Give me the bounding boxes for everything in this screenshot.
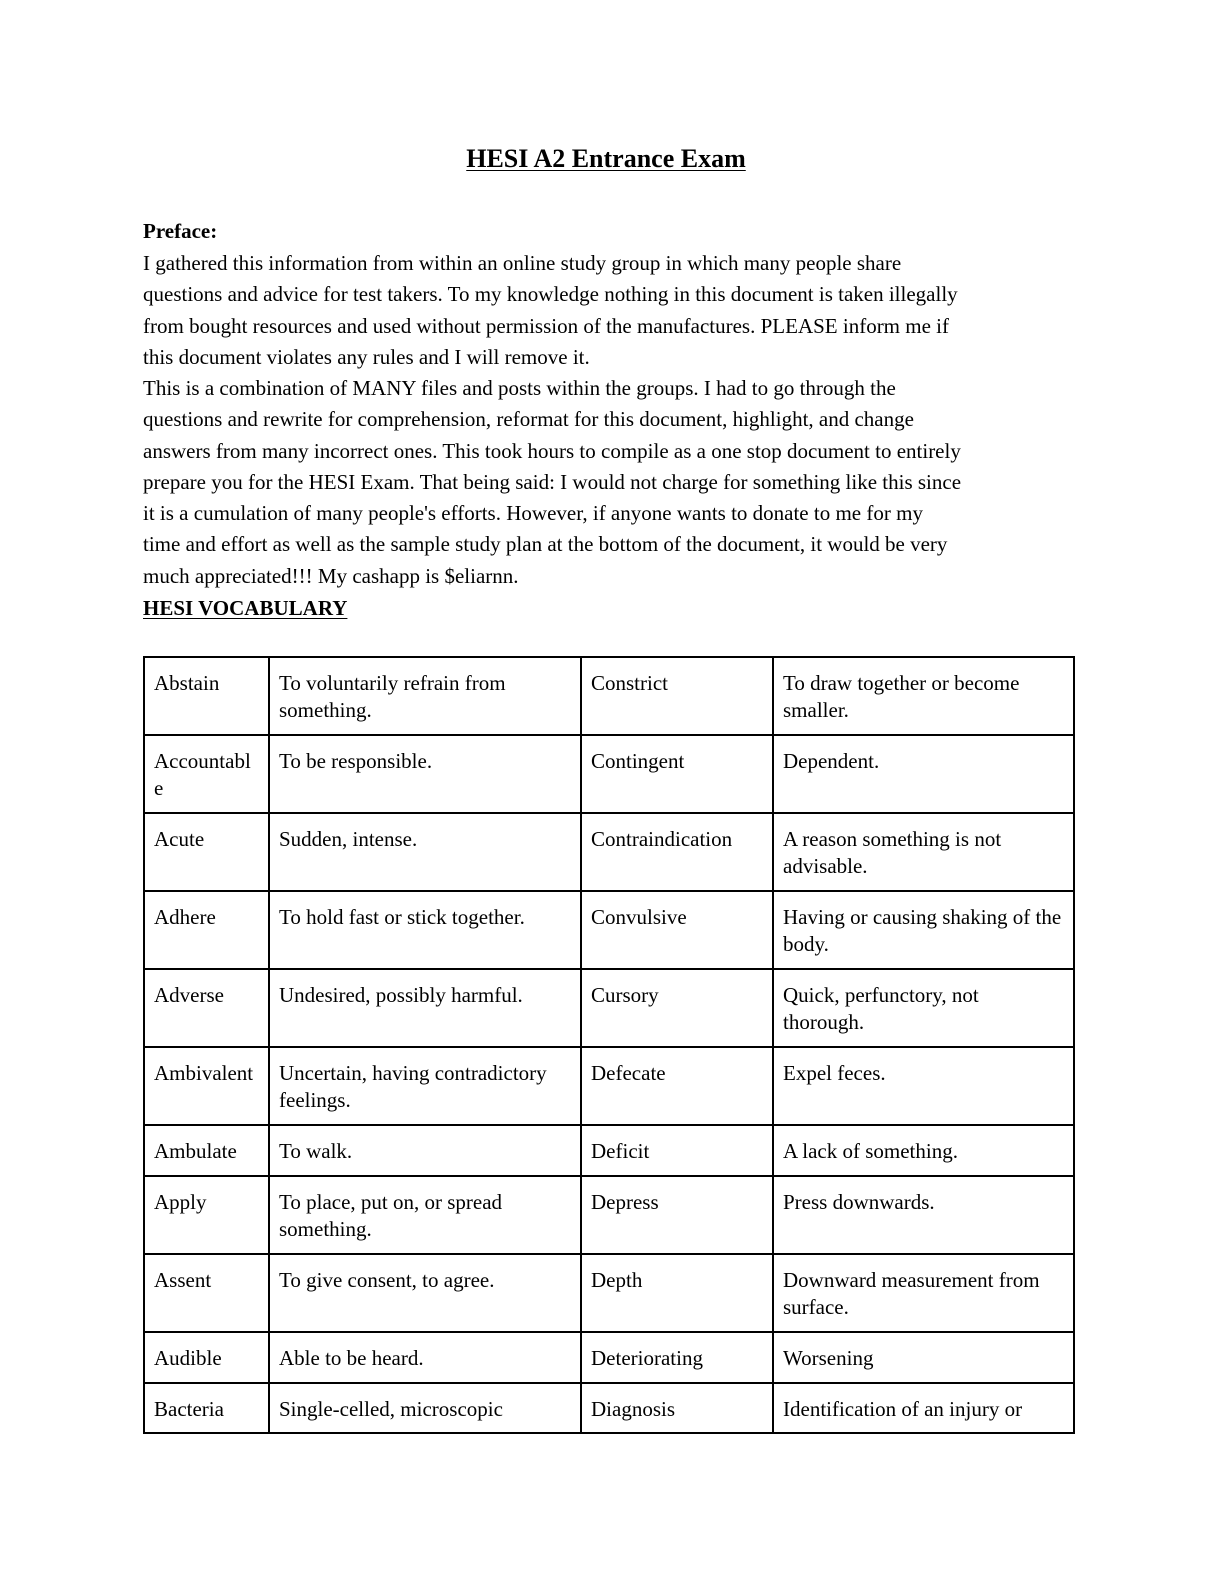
vocab-definition: Uncertain, having contradictory feelings.	[269, 1047, 581, 1125]
vocab-term: Diagnosis	[581, 1383, 773, 1433]
vocab-definition: Press downwards.	[773, 1176, 1074, 1254]
table-row	[144, 891, 1074, 969]
vocabulary-table	[143, 656, 1075, 1434]
table-row	[144, 1332, 1074, 1383]
vocab-definition: To give consent, to agree.	[269, 1254, 581, 1332]
text-line: it is a cumulation of many people's efforts. However, if anyone wants to donate to me for my	[143, 501, 923, 526]
vocab-definition: Able to be heard.	[269, 1332, 581, 1383]
vocab-definition: To voluntarily refrain from something.	[269, 657, 581, 735]
vocab-term: Apply	[144, 1176, 269, 1254]
vocab-definition: Dependent.	[773, 735, 1074, 813]
vocab-term: Bacteria	[144, 1383, 269, 1433]
preface-paragraph-2	[143, 373, 1078, 592]
vocab-term: Ambulate	[144, 1125, 269, 1176]
vocab-definition: To draw together or become smaller.	[773, 657, 1074, 735]
table-row	[144, 1047, 1074, 1125]
preface-paragraph-1	[143, 248, 1078, 373]
vocab-definition: Undesired, possibly harmful.	[269, 969, 581, 1047]
table-row	[144, 1176, 1074, 1254]
vocab-term: Adverse	[144, 969, 269, 1047]
vocab-definition: Worsening	[773, 1332, 1074, 1383]
vocab-definition: A reason something is not advisable.	[773, 813, 1074, 891]
vocab-definition: Expel feces.	[773, 1047, 1074, 1125]
vocab-term: Ambivalent	[144, 1047, 269, 1125]
vocab-term: Convulsive	[581, 891, 773, 969]
text-line: This is a combination of MANY files and posts within the groups. I had to go through the	[143, 376, 896, 400]
vocab-definition: To place, put on, or spread something.	[269, 1176, 581, 1254]
text-line: questions and advice for test takers. To my knowledge nothing in this document is taken illegally	[143, 282, 958, 307]
vocab-definition: Identification of an injury or	[773, 1383, 1074, 1433]
vocab-definition: To walk.	[269, 1125, 581, 1176]
vocab-term: Defecate	[581, 1047, 773, 1125]
text-line: time and effort as well as the sample study plan at the bottom of the document, it would be very	[143, 532, 948, 557]
table-row	[144, 1254, 1074, 1332]
text-line: questions and rewrite for comprehension, reformat for this document, highlight, and change	[143, 407, 914, 432]
document-title: HESI A2 Entrance Exam	[466, 144, 746, 173]
table-row	[144, 813, 1074, 891]
vocab-definition: Sudden, intense.	[269, 813, 581, 891]
vocab-term: Accountable	[144, 735, 269, 813]
vocab-definition: A lack of something.	[773, 1125, 1074, 1176]
vocab-definition: Downward measurement from surface.	[773, 1254, 1074, 1332]
table-row	[144, 969, 1074, 1047]
table-row	[144, 735, 1074, 813]
text-line: answers from many incorrect ones. This took hours to compile as a one stop document to entirely	[143, 438, 961, 463]
text-line: from bought resources and used without permission of the manufactures. PLEASE inform me if	[143, 313, 949, 338]
vocab-term: Contraindication	[581, 813, 773, 891]
vocab-term: Cursory	[581, 969, 773, 1047]
vocab-term: Acute	[144, 813, 269, 891]
text-line: prepare you for the HESI Exam. That being said: I would not charge for something like this since	[143, 469, 962, 494]
vocab-term: Audible	[144, 1332, 269, 1383]
vocab-term: Contingent	[581, 735, 773, 813]
vocab-definition: Single-celled, microscopic	[269, 1383, 581, 1433]
vocab-term: Depth	[581, 1254, 773, 1332]
vocab-term: Deteriorating	[581, 1332, 773, 1383]
vocab-term: Assent	[144, 1254, 269, 1332]
vocabulary-heading: HESI VOCABULARY	[143, 596, 348, 620]
vocab-term: Adhere	[144, 891, 269, 969]
vocab-definition: To hold fast or stick together.	[269, 891, 581, 969]
vocab-term: Deficit	[581, 1125, 773, 1176]
preface-label: Preface:	[143, 219, 218, 243]
table-row	[144, 1383, 1074, 1433]
vocab-term: Depress	[581, 1176, 773, 1254]
text-line: much appreciated!!! My cashapp is $eliarnn.	[143, 563, 519, 588]
text-line: I gathered this information from within an online study group in which many people share	[143, 251, 902, 275]
vocab-definition: To be responsible.	[269, 735, 581, 813]
vocab-definition: Quick, perfunctory, not thorough.	[773, 969, 1074, 1047]
vocab-definition: Having or causing shaking of the body.	[773, 891, 1074, 969]
table-row	[144, 1125, 1074, 1176]
vocab-term: Constrict	[581, 657, 773, 735]
table-row	[144, 657, 1074, 735]
vocab-term: Abstain	[144, 657, 269, 735]
text-line: this document violates any rules and I will remove it.	[143, 344, 590, 369]
